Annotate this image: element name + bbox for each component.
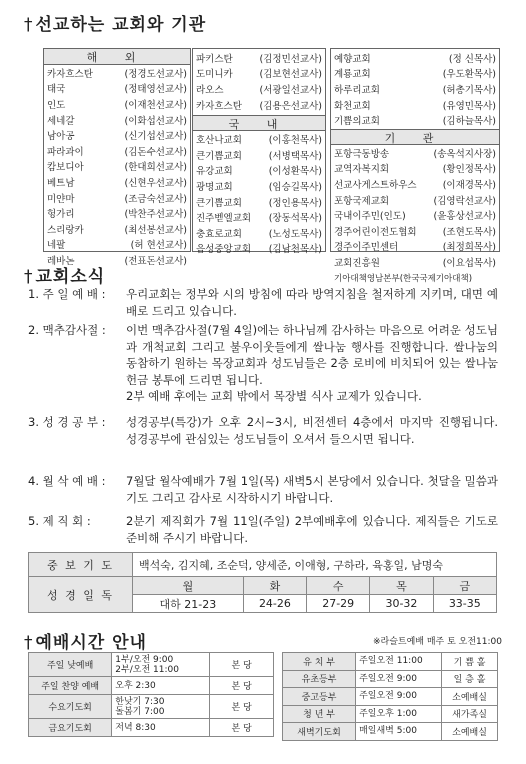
worship-place: 새가족실 [442,705,498,723]
prayer-label: 중 보 기 도 [29,553,133,577]
worship-place: 기 쁨 홀 [442,653,498,671]
worship-place: 본 당 [210,695,274,719]
news-item-3 [28,414,498,447]
overseas-leader: (이화섭선교사) [124,115,187,127]
domestic-leader: (장동석목사) [268,213,322,225]
institution-name: 기아대책영남본부(한국국제기아대책) [334,273,473,284]
institution-leader: (윤홍상선교사) [433,211,496,223]
overseas-header: 해 외 [44,49,190,65]
cross-icon: † [24,267,34,287]
domestic-name: 충효로교회 [196,228,242,240]
news-item-2 [28,322,498,405]
worship-name: 주일 낮예배 [29,653,112,677]
news-text: 이번 맥추감사절(7월 4일)에는 하나님께 감사하는 마음으로 어려운 성도님과 개척교회 그리고 불우이웃들에게 쌀나눔 행사를 진행합니다. 쌀나눔의 동참하기 원하는 목장교회과 성도님들은 2층 로비에 비치되어 있는 쌀나눔 헌금 봉투에 드리면 됩니다. 2부 예배 후에는 교회 밖에서 목장별 식사 교제가 있습니다. [126,323,498,403]
institution-row [331,176,499,192]
institutions-box [330,48,500,284]
overseas-row [44,143,190,159]
worship-time: 주일오전 9:00 [356,688,442,706]
worship-place: 소예배실 [442,688,498,706]
domestic-name: 진주벧엘교회 [196,213,252,225]
overseas-row [193,66,325,82]
institution-row [331,270,499,286]
institution-name: 포항국제교회 [334,195,390,207]
institution-name: 경주어린이전도협회 [334,226,417,238]
worship-row [29,653,274,677]
overseas-name: 도미니카 [196,69,233,81]
institution-row [331,223,499,239]
domestic-leader: (유영민목사) [442,100,496,112]
institution-name: 교역자복지회 [334,164,390,176]
worship-time: 매일새벽 5:00 [356,723,442,741]
worship-name: 금요기도회 [29,719,112,737]
worship-place: 일 층 홀 [442,670,498,688]
overseas-row [193,97,325,113]
domestic-leader: (임승길목사) [268,181,322,193]
overseas-row [44,159,190,175]
overseas-leader: (허 현선교사) [130,240,187,252]
overseas-leader: (김보현선교사) [259,69,322,81]
day-fri: 금 [433,577,496,595]
institution-leader: (송옥석지사장) [433,148,496,160]
institution-name: 포항극동방송 [334,148,390,160]
institutions-table [331,145,499,285]
news-text: 우리교회는 정부와 시의 방침에 따라 방역지침을 철저하게 지키며, 대면 예배로 드리고 있습니다. [126,287,498,318]
institution-leader: (김영락선교사) [433,195,496,207]
worship-name: 유초등부 [283,670,356,688]
overseas-row [44,174,190,190]
institution-row [331,145,499,161]
news-text: 2분기 제직회가 7월 11일(주일) 2부예배후에 있습니다. 제직들은 기도로 준비해 주시기 바랍니다. [126,514,498,545]
day-wed: 수 [307,577,370,595]
institution-row [331,192,499,208]
worship-time: 주일오전 11:00 [356,653,442,671]
worship-row [283,723,498,741]
overseas-row [44,190,190,206]
domestic-name: 유강교회 [196,166,233,178]
worship-time: 주일오전 9:00 [356,670,442,688]
domestic-leader: (이홍천목사) [268,135,322,147]
overseas-leader: (신기섭선교사) [124,131,187,143]
overseas-name: 베트남 [47,177,75,189]
overseas-leader: (박찬주선교사) [124,209,187,221]
institution-row [331,207,499,223]
overseas-row [44,127,190,143]
prayer-names: 백석숙, 김지혜, 조순덕, 양세준, 이애형, 구하라, 육홍일, 남명숙 [133,553,497,577]
overseas-name: 카자흐스탄 [47,68,93,80]
domestic-table [193,131,325,256]
institution-leader: (이재경목사) [442,179,496,191]
domestic-row [193,178,325,194]
range-fri: 33-35 [433,595,496,613]
domestic-row [331,50,499,66]
overseas-row [44,237,190,253]
overseas-leader: (김정민선교사) [259,53,322,65]
overseas-leader: (김돈수선교사) [124,146,187,158]
domestic-name: 예향교회 [334,53,371,65]
overseas-row [44,112,190,128]
domestic-leader: (김남천목사) [268,244,322,256]
day-tue: 화 [243,577,306,595]
domestic-box [192,48,326,256]
worship-time: 주일오후 1:00 [356,705,442,723]
news-text: 성경공부(특강)가 오후 2시~3시, 비전센터 4층에서 마지막 진행됩니다. 성경공부에 관심있는 성도님들이 오셔서 들으시면 됩니다. [126,415,498,446]
institution-leader: (최정희목사) [442,242,496,254]
overseas-name: 파키스탄 [196,53,233,65]
overseas-name: 세네갈 [47,115,75,127]
worship-name: 청 년 부 [283,705,356,723]
overseas-row [193,50,325,66]
institution-row [331,254,499,270]
news-label: 5. 제 직 회 : [28,514,91,528]
worship-row [283,688,498,706]
domestic-name: 광명교회 [196,181,233,193]
overseas-name: 스리랑카 [47,224,84,236]
domestic-name: 계룡교회 [334,69,371,81]
worship-name: 중고등부 [283,688,356,706]
overseas-name: 미얀마 [47,193,75,205]
domestic-continued-table [331,50,499,128]
reading-label: 성 경 일 독 [29,577,133,613]
worship-place: 본 당 [210,719,274,737]
worship-place: 본 당 [210,677,274,695]
special-service-note: ※라슬트예배 매주 토 오전11:00 [372,637,502,647]
domestic-leader: (정인용목사) [268,197,322,209]
domestic-leader: (김하늘목사) [442,116,496,128]
domestic-name: 호산나교회 [196,135,242,147]
range-mon: 대하 21-23 [133,595,244,613]
news-item-1 [28,286,498,319]
institutions-header: 기 관 [331,129,499,145]
section-title-worship: † 예배시간 안내 [24,633,147,653]
institution-leader: (황인정목사) [442,164,496,176]
institution-leader: (조현도목사) [442,226,496,238]
day-mon: 월 [133,577,244,595]
worship-place: 본 당 [210,653,274,677]
worship-time: 저녁 8:30 [112,719,210,737]
news-text: 7월달 월삭예배가 7월 1일(목) 새벽5시 본당에서 있습니다. 첫달을 밀씀과 기도 그리고 감사로 시작하시기 바랍니다. [126,474,498,505]
domestic-name: 기쁨의교회 [334,116,380,128]
domestic-row [331,66,499,82]
news-item-5 [28,513,498,546]
institution-row [331,161,499,177]
overseas-leader: (정태영선교사) [124,84,187,96]
institution-row [331,239,499,255]
worship-row [29,719,274,737]
domestic-leader: (정 신목사) [448,53,496,65]
overseas-row [44,221,190,237]
worship-row [29,677,274,695]
worship-name: 주일 찬양 예배 [29,677,112,695]
section-title-news: † 교회소식 [24,267,106,287]
overseas-name: 카자흐스탄 [196,100,242,112]
institution-name: 선교사게스트하우스 [334,179,417,191]
overseas-name: 헝가리 [47,209,75,221]
cross-icon: † [24,633,34,653]
domestic-row [331,112,499,128]
domestic-row [193,225,325,241]
worship-name: 유 치 부 [283,653,356,671]
institution-name: 교회진흥원 [334,257,380,269]
overseas-row [44,81,190,97]
institution-name: 국내이주민(인도) [334,211,406,223]
domestic-row [193,131,325,147]
worship-name: 수요기도회 [29,695,112,719]
overseas-row [193,81,325,97]
overseas-leader: (한대희선교사) [124,162,187,174]
domestic-row [193,209,325,225]
domestic-name: 큰기쁨교회 [196,150,242,162]
domestic-header: 국 내 [193,115,325,131]
day-thu: 목 [370,577,433,595]
worship-name: 새벽기도회 [283,723,356,741]
institution-leader: (이요섭목사) [442,257,496,269]
domestic-name: 음성중앙교회 [196,244,252,256]
domestic-leader: (노성도목사) [268,228,322,240]
overseas-name: 남아공 [47,131,75,143]
domestic-name: 하루리교회 [334,84,380,96]
overseas-row [44,96,190,112]
domestic-row [331,81,499,97]
range-wed: 27-29 [307,595,370,613]
domestic-row [193,163,325,179]
domestic-row [193,241,325,257]
range-thu: 30-32 [370,595,433,613]
worship-row [29,695,274,719]
overseas-leader: (조금숙선교사) [124,193,187,205]
domestic-row [331,97,499,113]
overseas-name: 라오스 [196,84,224,96]
overseas-name: 레바논 [47,255,75,267]
overseas-leader: (최선봉선교사) [124,224,187,236]
overseas-leader: (전표돈선교사) [124,255,187,267]
worship-table-departments [282,652,498,741]
schedule-table [28,552,497,613]
worship-time: 오후 2:30 [112,677,210,695]
overseas-leader: (서광일선교사) [259,84,322,96]
news-label: 2. 맥추감사절 : [28,323,106,337]
overseas-continued-table [193,50,325,112]
news-label: 3. 성 경 공 부 : [28,415,106,429]
overseas-name: 네팔 [47,240,66,252]
overseas-name: 캄보디아 [47,162,84,174]
domestic-leader: (우도환목사) [442,69,496,81]
overseas-leader: (김용은선교사) [259,100,322,112]
news-label: 1. 주 일 예 배 : [28,287,106,301]
worship-table-main [28,652,274,737]
overseas-name: 파라과이 [47,146,84,158]
worship-row [283,670,498,688]
overseas-table [44,65,190,268]
overseas-name: 태국 [47,84,66,96]
worship-time: 한낮기 7:30 돌봄기 7:00 [112,695,210,719]
section-title-missions: † 선교하는 교회와 기관 [24,15,207,35]
range-tue: 24-26 [243,595,306,613]
overseas-box [43,48,191,267]
overseas-name: 인도 [47,99,66,111]
domestic-row [193,194,325,210]
overseas-row [44,205,190,221]
overseas-leader: (신현우선교사) [124,177,187,189]
overseas-leader: (정경도선교사) [124,68,187,80]
domestic-leader: (허총기목사) [442,84,496,96]
worship-time: 1부/오전 9:00 2부/오전 11:00 [112,653,210,677]
worship-row [283,653,498,671]
worship-place: 소예배실 [442,723,498,741]
news-item-4 [28,473,498,506]
domestic-name: 큰기쁨교회 [196,197,242,209]
domestic-name: 화천교회 [334,100,371,112]
domestic-row [193,147,325,163]
cross-icon: † [24,15,34,35]
overseas-row [44,65,190,81]
overseas-leader: (이재천선교사) [124,99,187,111]
worship-row [283,705,498,723]
domestic-leader: (서병택목사) [268,150,322,162]
institution-name: 경주이주민센터 [334,242,399,254]
news-label: 4. 월 삭 예 배 : [28,474,106,488]
domestic-leader: (이성환목사) [268,166,322,178]
